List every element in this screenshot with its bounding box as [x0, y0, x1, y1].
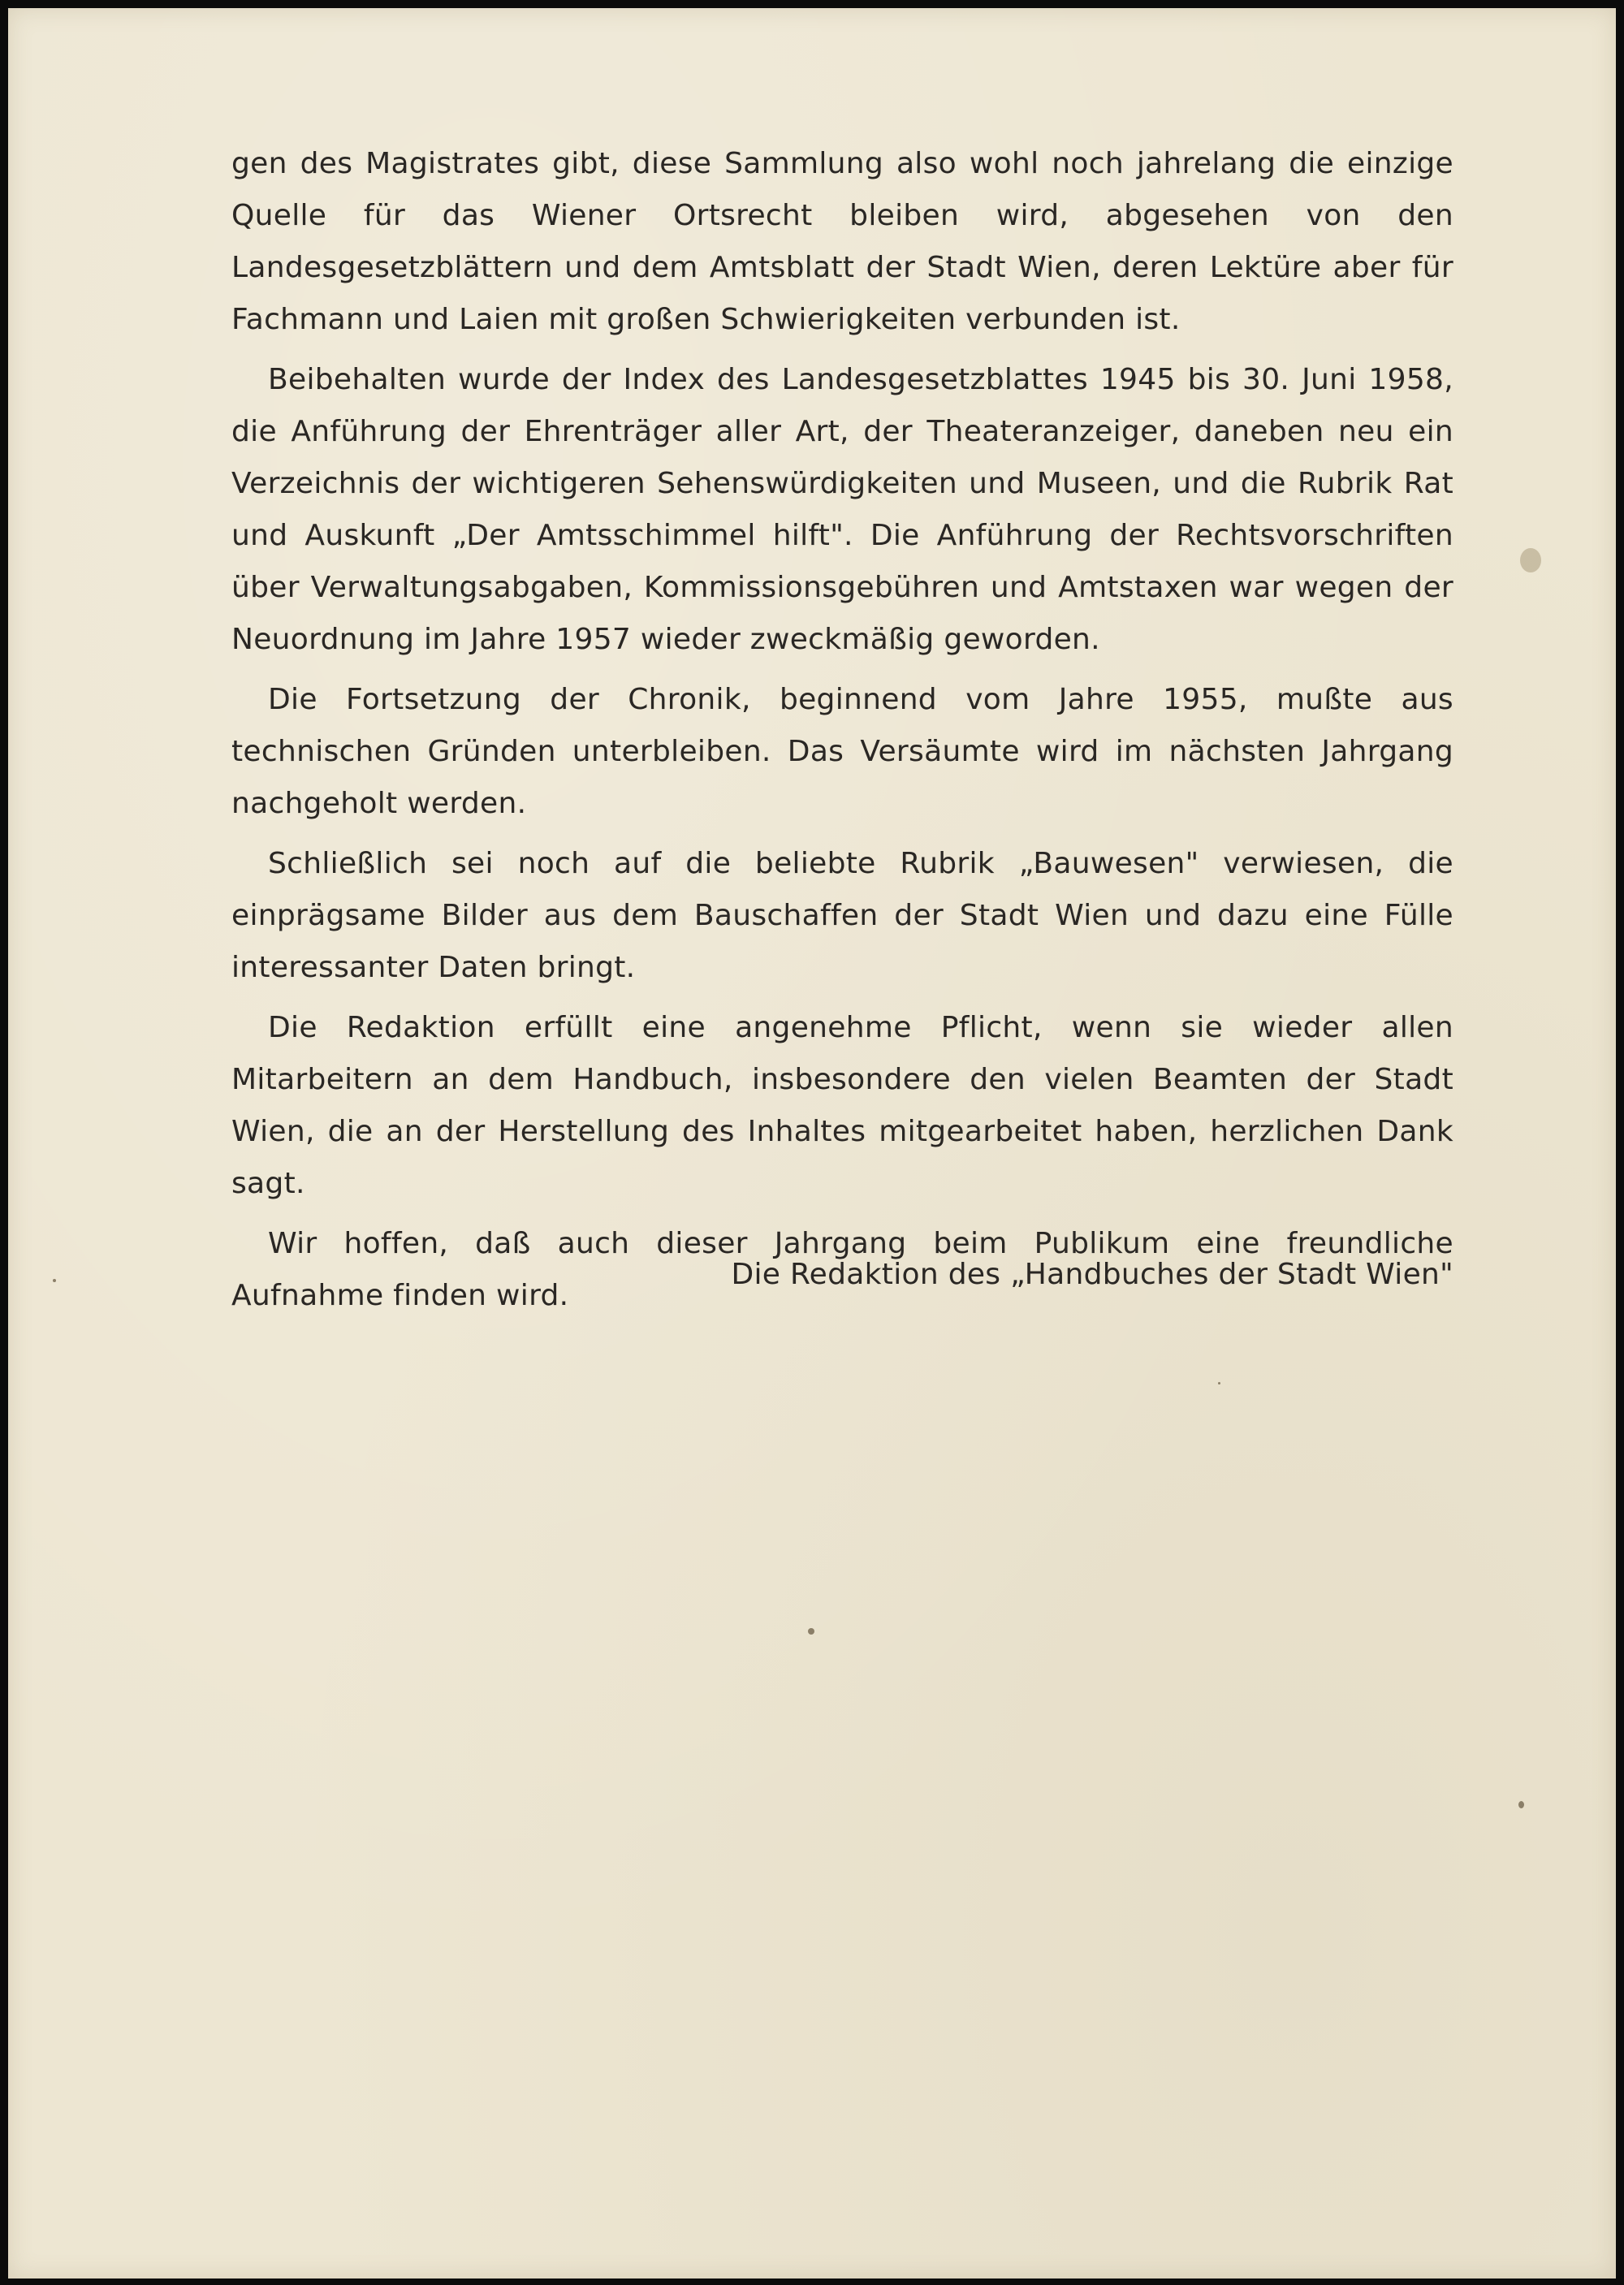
paragraph-closing: Wir hoffen, daß auch dieser Jahrgang beim Publikum eine freundliche Aufnahme finden wird. — [231, 1227, 1453, 1312]
paragraph-continuation: gen des Magistrates gibt, diese Sammlung also wohl noch jahrelang die einzige Quelle für das Wiener Ortsrecht bleiben wird, abgesehen von den Landesgesetzblättern und dem Amtsblatt der Stadt Wien, deren Lektüre aber für Fachmann und Laien mit großen Schwierigkeiten verbunden ist. — [231, 147, 1453, 336]
document-page — [8, 8, 1616, 2279]
paragraph-chronik: Die Fortsetzung der Chronik, beginnend vom Jahre 1955, mußte aus technischen Gründen unterbleiben. Das Versäumte wird im nächsten Jahrgang nachgeholt werden. — [231, 683, 1453, 820]
paragraph-index: Beibehalten wurde der Index des Landesgesetzblattes 1945 bis 30. Juni 1958, die Anführung der Ehrenträger aller Art, der Theateranzeiger, daneben neu ein Verzeichnis der wichtigeren Sehenswürdigkeiten und Museen, und die Rubrik Rat und Auskunft „Der Amtsschimmel hilft". Die Anführung der Rechtsvorschriften über Verwaltungsabgaben, Kommissionsgebühren und Amtstaxen war wegen der Neuordnung im Jahre 1957 wieder zweckmäßig geworden. — [231, 363, 1453, 656]
paper-speck — [1218, 1382, 1220, 1384]
signature-line: Die Redaktion des „Handbuches der Stadt Wien" — [731, 1258, 1453, 1291]
paper-speck — [53, 1279, 56, 1282]
paper-speck — [1518, 1801, 1524, 1808]
paper-speck — [808, 1628, 814, 1635]
paragraph-bauwesen: Schließlich sei noch auf die beliebte Rubrik „Bauwesen" verwiesen, die einprägsame Bilder aus dem Bauschaffen der Stadt Wien und dazu eine Fülle interessanter Daten bringt. — [231, 847, 1453, 984]
paper-speck — [1520, 548, 1541, 572]
body-text — [231, 138, 1453, 1330]
paragraph-thanks: Die Redaktion erfüllt eine angenehme Pflicht, wenn sie wieder allen Mitarbeitern an dem Handbuch, insbesondere den vielen Beamten der Stadt Wien, die an der Herstellung des Inhaltes mitgearbeitet haben, herzlichen Dank sagt. — [231, 1011, 1453, 1200]
